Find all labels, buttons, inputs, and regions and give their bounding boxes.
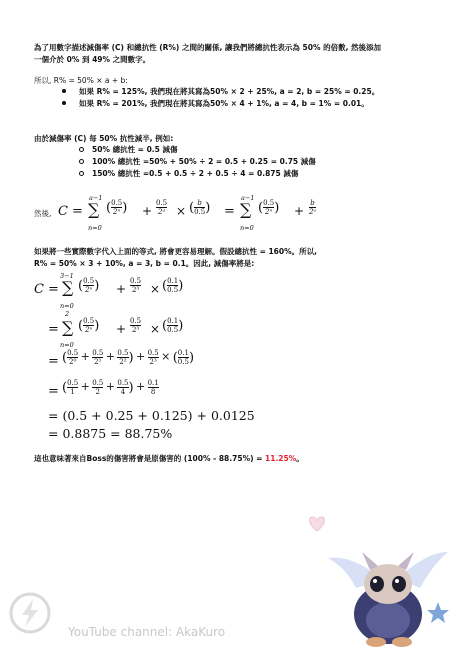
- step3-group: ( $\frac{0.5}{\text{2⁰}}$ + $\frac{0.5}{\text{2¹}}$ + $\frac{0.5}{\text{2²}}$ ) + $\frac{0.5}{\text{2³}}$ × ( $\frac{0.1}{0.5}$ ): [62, 349, 195, 366]
- sum-symbol: ∑: [240, 200, 252, 219]
- general-term5: [309, 200, 316, 216]
- watermark: YouTube channel: AkaKuro: [68, 625, 226, 639]
- plus: +: [135, 350, 146, 363]
- step4-group: ( $\frac{0.5}{1}$ + $\frac{0.5}{2}$ + $\frac{0.5}{4}$ ) + $\frac{0.1}{8}$: [62, 379, 159, 396]
- general-C: C: [58, 204, 68, 219]
- num: 0.1: [167, 317, 179, 325]
- num: 0.5: [92, 379, 104, 387]
- circle-bullet-2: [79, 159, 84, 164]
- plus: +: [116, 282, 127, 296]
- num: 0.5: [67, 379, 79, 387]
- conclusion-highlight: 11.25%: [265, 454, 297, 463]
- step1-C: C: [34, 282, 44, 297]
- general-term1: ( $\frac{0.5}{\text{2ⁿ}}$ ): [106, 199, 128, 216]
- example-1: 如果 R% = 125%, 我們現在將其寫為50% × 2 + 25%, a = 2, b = 25% = 0.25。: [79, 87, 380, 96]
- num: 0.5: [83, 277, 95, 285]
- general-term3: ( $\frac{b}{0.5}$ ): [189, 199, 211, 216]
- circle-bullet-1: [79, 147, 84, 152]
- den: 2ᵃ: [309, 208, 317, 216]
- num: 0.5: [117, 379, 129, 387]
- num: 0.5: [117, 349, 129, 357]
- den: 0.5: [194, 208, 206, 216]
- lightning-logo-icon: [8, 591, 52, 635]
- general-sum-bottom-2: n=0: [240, 224, 254, 232]
- sum-symbol: ∑: [62, 278, 74, 297]
- num: 0.5: [111, 199, 123, 207]
- plus: +: [105, 350, 115, 363]
- conclusion-prefix: 這也意味著來自Boss的傷害將會是原傷害的 (100% - 88.75%) =: [34, 454, 266, 463]
- reduction-intro: 由於減傷率 (C) 每 50% 抗性減半, 例如:: [34, 134, 174, 143]
- times: ×: [176, 204, 187, 218]
- step1-term1: ( $\frac{0.5}{\text{2ⁿ}}$ ): [78, 277, 100, 294]
- general-sum-bottom: n=0: [88, 224, 102, 232]
- step1-term3: ( $\frac{0.1}{0.5}$ ): [162, 277, 184, 294]
- general-term2: [156, 200, 167, 216]
- example-2: 如果 R% = 201%, 我們現在將其寫為50% × 4 + 1%, a = 4, b = 1% = 0.01。: [79, 99, 369, 108]
- step2-term3: ( $\frac{0.1}{0.5}$ ): [162, 317, 184, 334]
- plus: +: [105, 380, 115, 393]
- circle-bullet-3: [79, 171, 84, 176]
- den: 0.5: [167, 326, 179, 334]
- plus: +: [142, 204, 153, 218]
- num: 0.5: [263, 199, 275, 207]
- step1-sum-bottom: n=0: [60, 302, 74, 310]
- times: ×: [150, 322, 161, 336]
- step2-eq: =: [48, 322, 59, 337]
- mascot-illustration-icon: [322, 522, 452, 652]
- num: 0.5: [67, 349, 79, 357]
- num: 0.1: [177, 349, 189, 357]
- bullet-1: [62, 89, 66, 93]
- step1-term2: [130, 278, 141, 294]
- step3-eq: =: [48, 354, 59, 369]
- reduction-example-1: 50% 總抗性 = 0.5 減傷: [92, 145, 178, 154]
- den: 4: [117, 387, 128, 396]
- step-4: [34, 378, 264, 408]
- general-prefix: 然後,: [34, 209, 52, 218]
- den: 2⁰: [69, 358, 77, 366]
- den: 0.5: [177, 358, 189, 366]
- example-intro-line-1: 如果將一些實際數字代入上面的等式, 將會更容易理解。假設總抗性 = 160%。所以,: [34, 247, 317, 256]
- intro-line-1: 為了用數字描述減傷率 (C) 和總抗性 (R%) 之間的關係, 讓我們將總抗性表示為 50% 的倍數, 然後添加: [34, 43, 382, 52]
- den: 0.5: [167, 286, 179, 294]
- example-intro-line-2: R% = 50% × 3 + 10%, a = 3, b = 0.1。因此, 減傷率將是:: [34, 259, 255, 268]
- num: 0.1: [147, 379, 159, 387]
- den: 2ⁿ: [265, 208, 273, 216]
- formula-line: 所以, R% = 50% × a + b:: [34, 76, 128, 85]
- step2-term1: ( $\frac{0.5}{\text{2ⁿ}}$ ): [78, 317, 100, 334]
- num: 0.1: [167, 277, 179, 285]
- reduction-example-3: 150% 總抗性 =0.5 + 0.5 ÷ 2 + 0.5 ÷ 4 = 0.875 減傷: [92, 169, 299, 178]
- num: 0.5: [147, 349, 159, 357]
- sum-symbol: ∑: [88, 200, 100, 219]
- den: 2²: [119, 358, 127, 366]
- general-eq-2: =: [224, 204, 235, 219]
- num: 0.5: [92, 349, 104, 357]
- den: 2ⁿ: [113, 208, 121, 216]
- step2-sum-bottom: n=0: [60, 341, 74, 349]
- step-3: [34, 348, 264, 378]
- den: 2³: [131, 286, 140, 294]
- num: 0.5: [130, 277, 142, 285]
- den: 2ⁿ: [85, 286, 93, 294]
- num: 0.5: [130, 317, 142, 325]
- den: 2ⁿ: [85, 326, 93, 334]
- step-5: = (0.5 + 0.25 + 0.125) + 0.0125: [48, 408, 255, 423]
- num: 0.5: [156, 199, 168, 207]
- den: 2¹: [94, 358, 102, 366]
- times: ×: [150, 282, 161, 296]
- general-sum-top-2: a−1: [241, 194, 255, 202]
- conclusion-suffix: 。: [296, 454, 304, 463]
- den: 1: [67, 387, 78, 396]
- den: 2³: [131, 326, 140, 334]
- plus: +: [294, 204, 305, 218]
- num: b: [197, 199, 202, 207]
- plus: +: [80, 380, 90, 393]
- reduction-example-2: 100% 總抗性 =50% + 50% ÷ 2 = 0.5 + 0.25 = 0.75 減傷: [92, 157, 316, 166]
- general-formula: [34, 194, 334, 234]
- den: 8: [148, 387, 159, 396]
- sum-symbol: ∑: [62, 318, 74, 337]
- plus: +: [80, 350, 90, 363]
- den: 2³: [149, 358, 157, 366]
- num: b: [310, 199, 315, 207]
- conclusion: [34, 453, 304, 464]
- general-term4: ( $\frac{0.5}{\text{2ⁿ}}$ ): [258, 199, 280, 216]
- den: 2ᵃ: [156, 207, 167, 216]
- step-2: [34, 310, 234, 350]
- num: 0.5: [83, 317, 95, 325]
- intro-line-2: 一個介於 0% 到 49% 之間數字。: [34, 55, 151, 64]
- general-eq: =: [72, 204, 83, 219]
- den: 2: [92, 387, 103, 396]
- general-sum-top: a−1: [89, 194, 103, 202]
- times: ×: [161, 350, 171, 363]
- step2-term2: [130, 318, 141, 334]
- step2-sum-top: 2: [65, 310, 70, 318]
- step1-eq: =: [48, 282, 59, 297]
- step4-eq: =: [48, 384, 59, 399]
- step-6: = 0.8875 = 88.75%: [48, 426, 173, 441]
- plus: +: [135, 380, 146, 393]
- step-1: [34, 272, 234, 312]
- bullet-2: [62, 101, 66, 105]
- step1-sum-top: 3−1: [60, 272, 74, 280]
- plus: +: [116, 322, 127, 336]
